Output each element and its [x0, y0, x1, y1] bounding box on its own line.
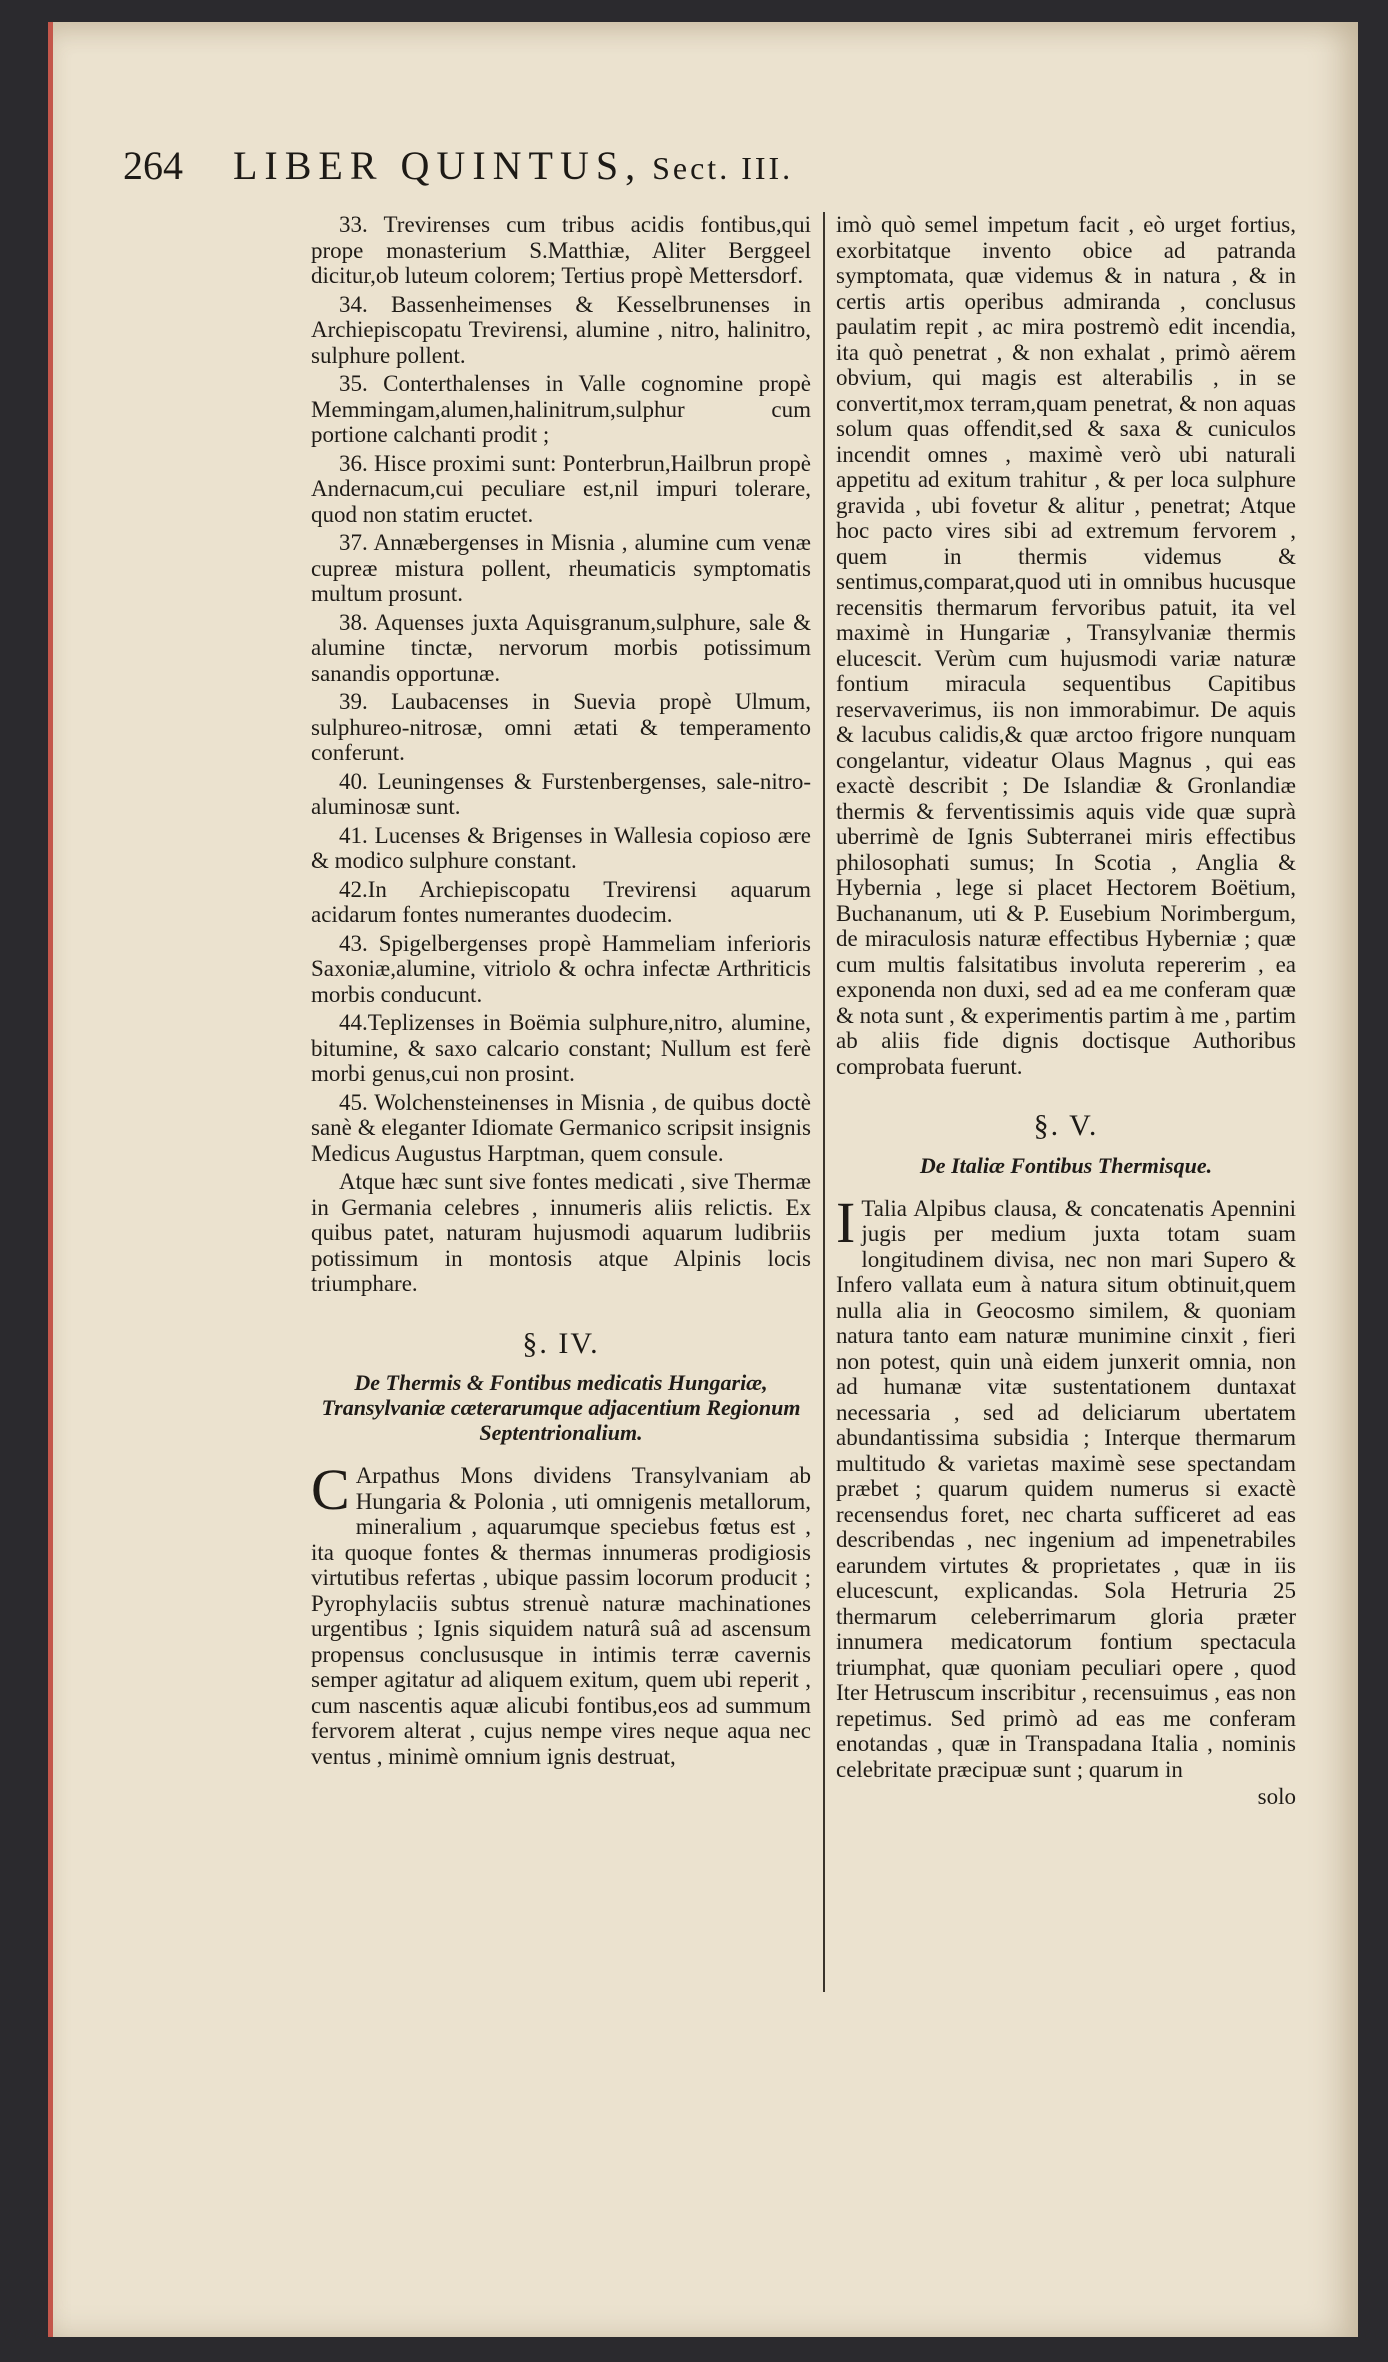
section-v-text: Talia Alpibus clausa, & concatenatis Apennini jugis per medium juxta totam suam longitudinem divisa, nec non mari Supero & Infero vallata eum à natura situm obtinuit,quem nulla alia in Geocosmo similem, & quoniam natura tanto eam naturæ munimine cinxit , fieri non potest, quin unà eidem junxerit omnia, non ad humanæ vitæ sustentationem duntaxat necessaria , sed ad deliciarum ubertatem abundantissima subsidia ; Interque thermarum multitudo & varietas maximè sese spectandam præbet ; quarum quidem numerus si exactè recensendus foret, nec charta sufficeret ad eas describendas , nec ingenium ad impenetrabiles earundem virtutes & proprietates , quæ in iis elucescunt, explicandas. Sola Hetruria 25 thermarum celeberrimarum gloria præter innumera medicatorum fontium spectacula triumphat, quæ quoniam peculiari opere , quod Iter Hetruscum inscribitur , recensuimus , eas non repetimus. Sed primò ad eas me conferam enotandas , quæ in Transpadana Italia , nominis celebritate præcipuæ sunt ; quarum in	[836, 1195, 1296, 1782]
numbered-entry: 34. Bassenheimenses & Kesselbrunenses in Archiepiscopatu Trevirensi, alumine , nitro, halinitro, sulphure pollent.	[311, 291, 811, 368]
left-column	[311, 212, 811, 1769]
numbered-entries	[311, 212, 811, 1166]
book-title: LIBER QUINTUS,	[233, 143, 643, 188]
numbered-entry: 35. Conterthalenses in Valle cognomine propè Memmingam,alumen,halinitrum,sulphur cum portione calchanti prodit ;	[311, 371, 811, 447]
numbered-entry: 39. Laubacenses in Suevia propè Ulmum, sulphureo-nitrosæ, omni ætati & temperamento conferunt.	[311, 689, 811, 765]
closing-paragraph: Atque hæc sunt sive fontes medicati , sive Thermæ in Germania celebres , innumeris aliis relictis. Ex quibus patet, naturam hujusmodi aquarum ludibriis potissimum in montosis atque Alpinis locis triumphare.	[311, 1169, 811, 1296]
numbered-entry: 43. Spigelbergenses propè Hammeliam inferioris Saxoniæ,alumine, vitriolo & ochra infectæ Arthriticis morbis conducunt.	[311, 930, 811, 1007]
section-iv-paragraph	[311, 1457, 811, 1769]
continued-paragraph: imò quò semel impetum facit , eò urget fortius, exorbitatque invento obice ad patranda symptomata, quæ videmus & in natura , & in certis artis operibus admiranda , conclusus paulatim repit , ac mira postremò edit incendia, ita quò penetrat , & non exhalat , primò aërem obvium, qui magis est alterabilis , in se convertit,mox terram,quam penetrat, & non aquas solum quas offendit,sed & saxa & cuniculos incendit omnes , maximè verò ubi naturali appetitu ad exitum trahitur , & per loca sulphure gravida , ubi fovetur & alitur , penetrat; Atque hoc pacto vires sibi ad extremum fervorem , quem in thermis videmus & sentimus,comparat,quod uti in omnibus hucusque recensitis thermarum fervoribus patuit, ita vel maximè in Hungariæ , Transylvaniæ thermis elucescit. Verùm cum hujusmodi variæ naturæ fontium miracula sequentibus Capitibus reservaverimus, iis non immorabimur. De aquis & lacubus calidis,& quæ arctoo frigore nunquam congelantur, videatur Olaus Magnus , qui eas exactè describit ; De Islandiæ & Gronlandiæ thermis & ferventissimis aquis vide quæ suprà uberrimè de Ignis Subterranei miris effectibus philosophati sumus; In Scotia , Anglia & Hybernia , lege si placet Hectorem Boëtium, Buchananum, uti & P. Eusebium Norimbergum, de miraculosis naturæ effectibus Hyberniæ ; quæ cum multis falsitatibus involuta repererim , ea exponenda non duxi, sed ad ea me conferam quæ & nota sunt , & experimentis partim à me , partim ab aliis fide dignis doctisque Authoribus comprobata fuerunt.	[836, 212, 1296, 1079]
numbered-entry: 40. Leuningenses & Furstenbergenses, sale-nitro-aluminosæ sunt.	[311, 768, 811, 819]
section-iv-text: Arpathus Mons dividens Transylvaniam ab Hungaria & Polonia , uti omnigenis metallorum, mineralium , aquarumque speciebus fœtus est , ita quoque fontes & thermas innumeras prodigiosis virtutibus refertas , ubique passim locorum producit ; Pyrophylaciis subtus strenuè naturæ machinationes urgentibus ; Ignis siquidem naturâ suâ ad ascensum propensus conclususque in intimis terræ cavernis semper agitatur ad aliquem exitum, quem ubi reperit , cum nascentis aquæ alicubi fontibus,eos ad summum fervorem alterat , cujus nempe vires neque aqua nec ventus , minimè omnium ignis destruat,	[311, 1463, 811, 1769]
section-v-paragraph	[836, 1189, 1296, 1783]
running-header	[123, 142, 1223, 189]
drop-cap: I	[836, 1189, 856, 1255]
numbered-entry: 42.In Archiepiscopatu Trevirensi aquarum acidarum fontes numerantes duodecim.	[311, 876, 811, 927]
numbered-entry: 41. Lucenses & Brigenses in Wallesia copioso ære & modico sulphure constant.	[311, 822, 811, 873]
numbered-entry: 33. Trevirenses cum tribus acidis fontibus,qui prope monasterium S.Matthiæ, Aliter Berggeel dicitur,ob luteum colorem; Tertius propè Mettersdorf.	[311, 212, 811, 288]
right-column	[836, 212, 1296, 1810]
section-subtitle-iv: De Thermis & Fontibus medicatis Hungariæ, Transylvaniæ cæterarumque adjacentium Regionum Septentrionalium.	[321, 1370, 801, 1445]
numbered-entry: 36. Hisce proximi sunt: Ponterbrun,Hailbrun propè Andernacum,cui peculiare est,nil impuri tolerare, quod non statim eructet.	[311, 450, 811, 527]
page-number: 264	[123, 143, 183, 188]
column-divider	[823, 212, 825, 1992]
section-label: Sect. III.	[652, 150, 794, 186]
section-heading-v: §. V.	[1033, 1109, 1099, 1142]
section-subtitle-v: De Italiæ Fontibus Thermisque.	[919, 1152, 1213, 1178]
numbered-entry: 38. Aquenses juxta Aquisgranum,sulphure, sale & alumine tinctæ, nervorum morbis potissimum sanandis opportunæ.	[311, 609, 811, 686]
numbered-entry: 44.Teplizenses in Boëmia sulphure,nitro, alumine, bitumine, & saxo calcario constant; Nullum est ferè morbi genus,cui non prosint.	[311, 1010, 811, 1086]
catchword: solo	[1257, 1784, 1296, 1809]
book-page	[48, 22, 1358, 2337]
drop-cap: C	[311, 1457, 350, 1522]
section-heading-iv: §. IV.	[522, 1326, 600, 1360]
numbered-entry: 45. Wolchensteinenses in Misnia , de quibus doctè sanè & eleganter Idiomate Germanico scripsit insignis Medicus Augustus Harptman, quem consule.	[311, 1089, 811, 1166]
numbered-entry: 37. Annæbergenses in Misnia , alumine cum venæ cupreæ mistura pollent, rheumaticis symptomatis multum prosunt.	[311, 530, 811, 606]
